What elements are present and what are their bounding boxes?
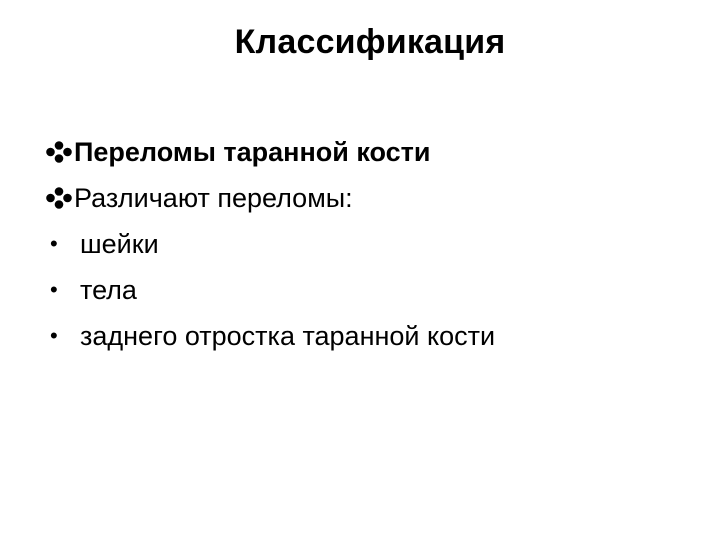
dot-bullet-icon: •: [50, 323, 58, 348]
list-item-text: Переломы таранной кости: [74, 137, 431, 167]
diamond-bullet-icon: [46, 141, 74, 163]
list-item: [46, 267, 696, 313]
list-item-text: Различают переломы:: [74, 183, 353, 213]
list-item-text: заднего отростка таранной кости: [80, 321, 496, 351]
dot-bullet-icon: •: [50, 231, 58, 256]
list-item: [46, 221, 696, 267]
list-item-text: шейки: [80, 229, 159, 259]
slide-title: [0, 18, 720, 66]
dot-bullet-icon: •: [50, 277, 58, 302]
slide-title-text: Классификация: [234, 23, 506, 61]
diamond-bullet-icon: [46, 187, 74, 209]
list-item: [46, 129, 696, 175]
list-item: [46, 313, 696, 359]
bullet-list: [46, 129, 696, 359]
list-item: [46, 175, 696, 221]
list-item-text: тела: [80, 275, 137, 305]
